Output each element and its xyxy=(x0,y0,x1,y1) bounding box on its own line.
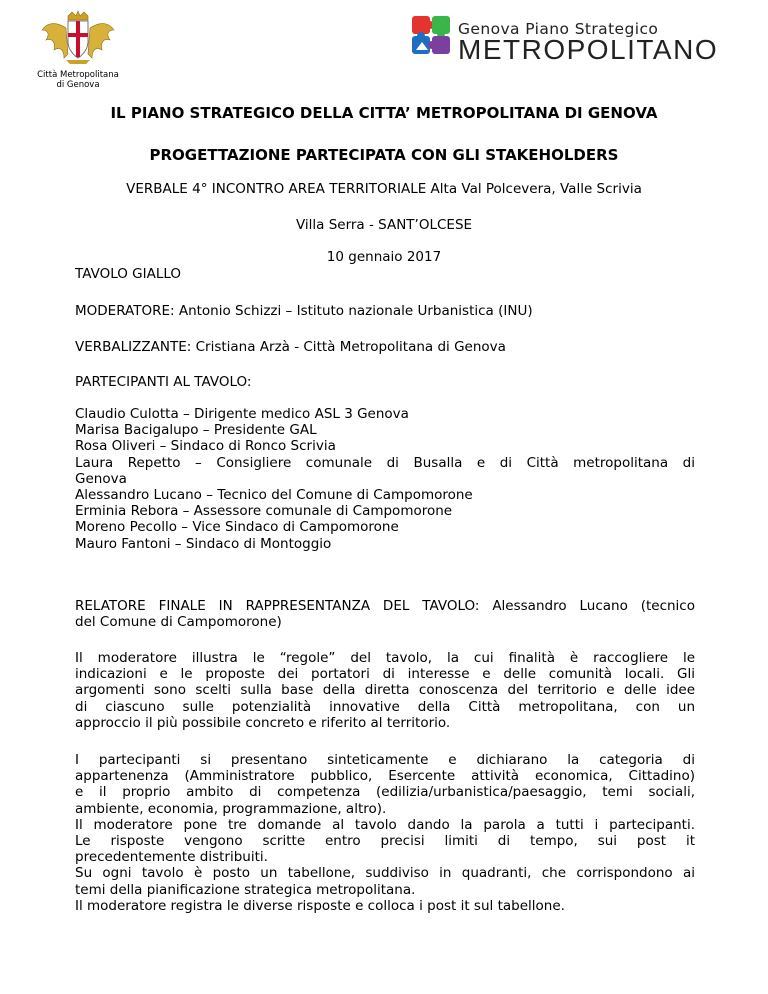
meeting-date: 10 gennaio 2017 xyxy=(326,249,442,265)
relatore-section xyxy=(75,598,695,630)
puzzle-logo-icon xyxy=(408,14,456,64)
participants-list xyxy=(75,406,695,552)
list-item: Moreno Pecollo – Vice Sindaco di Campomorone xyxy=(75,519,399,536)
list-item: Erminia Rebora – Assessore comunale di Campomorone xyxy=(75,503,453,520)
paragraph-line: di ciascuno sulle potenzialità innovative della Città metropolitana, con un xyxy=(75,698,695,715)
paragraph-line: appartenenza (Amministratore pubblico, Esercente attività economica, Cittadino) xyxy=(75,768,695,785)
logo-line-2: METROPOLITANO xyxy=(458,34,719,65)
paragraph-line: Il moderatore illustra le “regole” del tavolo, la cui finalità è raccogliere le xyxy=(75,650,695,666)
paragraph-line: Su ogni tavolo è posto un tabellone, suddiviso in quadranti, che corrispondono ai xyxy=(75,865,695,882)
relatore-line-1: RELATORE FINALE IN RAPPRESENTANZA DEL TAVOLO: Alessandro Lucano (tecnico xyxy=(75,598,695,614)
list-item: Alessandro Lucano – Tecnico del Comune di Campomorone xyxy=(75,487,473,504)
paragraph-line: temi della pianificazione strategica metropolitana. xyxy=(75,881,416,898)
verbale-area: Alta Val Polcevera, Valle Scrivia xyxy=(430,181,642,197)
paragraph-line: argomenti sono scelti sulla base della diretta conoscenza del territorio e delle idee xyxy=(75,682,695,699)
participants-heading: PARTECIPANTI AL TAVOLO: xyxy=(75,374,252,390)
paragraph-line: I partecipanti si presentano sinteticamente e dichiarano la categoria di xyxy=(75,752,695,768)
paragraph-line: Il moderatore registra le diverse risposte e colloca i post it sul tabellone. xyxy=(75,897,565,914)
verbale-line xyxy=(0,181,768,197)
piano-strategico-logo xyxy=(408,14,743,64)
paragraph-line: indicazioni e le proposte dei portatori di interesse e delle comunità locali. Gli xyxy=(75,666,695,683)
crest-icon xyxy=(36,10,120,70)
paragraph-procedure xyxy=(75,752,695,914)
paragraph-line: precedentemente distribuiti. xyxy=(75,849,268,866)
list-item: Rosa Oliveri – Sindaco di Ronco Scrivia xyxy=(75,438,336,455)
moderatore-line: MODERATORE: Antonio Schizzi – Istituto nazionale Urbanistica (INU) xyxy=(75,303,533,319)
table-name: TAVOLO GIALLO xyxy=(75,266,182,282)
paragraph-line: ambiente, economia, programmazione, altro). xyxy=(75,800,387,817)
list-item: Laura Repetto – Consigliere comunale di Busalla e di Città metropolitana di xyxy=(75,454,695,471)
paragraph-line: Le risposte vengono scritte entro precisi limiti di tempo, sui post it xyxy=(75,833,695,850)
paragraph-line: e il proprio ambito di competenza (edilizia/urbanistica/paesaggio, temi sociali, xyxy=(75,784,695,801)
document-subtitle: PROGETTAZIONE PARTECIPATA CON GLI STAKEHOLDERS xyxy=(149,146,619,164)
crest-caption-2: di Genova xyxy=(56,80,100,90)
list-item: Marisa Bacigalupo – Presidente GAL xyxy=(75,422,317,439)
relatore-line-2: del Comune di Campomorone) xyxy=(75,614,282,631)
paragraph-rules xyxy=(75,650,695,731)
meeting-location: Villa Serra - SANT’OLCESE xyxy=(295,217,473,233)
list-item: Mauro Fantoni – Sindaco di Montoggio xyxy=(75,535,332,552)
logo-line-1: Genova Piano Strategico xyxy=(458,20,659,38)
paragraph-line: approccio il più possibile concreto e riferito al territorio. xyxy=(75,714,451,731)
verbalizzante-line: VERBALIZZANTE: Cristiana Arzà - Città Metropolitana di Genova xyxy=(75,339,506,355)
paragraph-line: Il moderatore pone tre domande al tavolo dando la parola a tutti i partecipanti. xyxy=(75,816,695,833)
verbale-prefix: VERBALE 4° INCONTRO AREA TERRITORIALE xyxy=(126,181,427,197)
list-item: Genova xyxy=(75,470,127,487)
crest-caption-1: Città Metropolitana xyxy=(37,70,119,80)
list-item: Claudio Culotta – Dirigente medico ASL 3 Genova xyxy=(75,406,409,422)
city-crest-logo xyxy=(28,10,128,90)
document-title: IL PIANO STRATEGICO DELLA CITTA’ METROPOLITANA DI GENOVA xyxy=(110,104,658,122)
